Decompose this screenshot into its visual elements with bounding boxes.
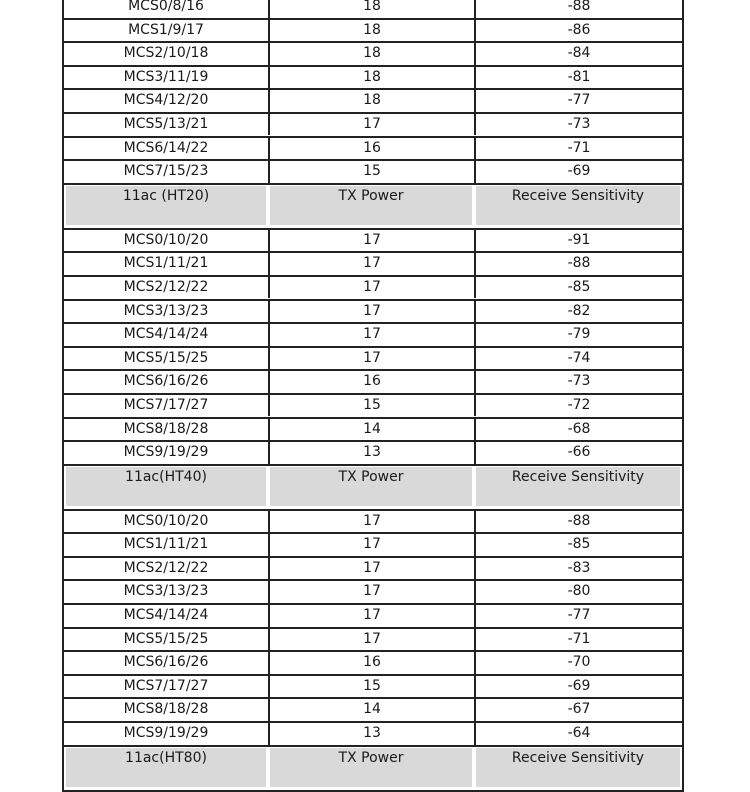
table-row bbox=[62, 0, 684, 20]
mcs-cell: MCS4/14/24 bbox=[64, 605, 270, 627]
mcs-cell: MCS2/10/18 bbox=[64, 43, 270, 65]
receive-sensitivity-header-cell: Receive Sensitivity bbox=[476, 467, 680, 506]
mcs-cell: MCS1/9/17 bbox=[64, 20, 270, 42]
mcs-cell: MCS1/11/21 bbox=[64, 534, 270, 556]
table-row bbox=[62, 90, 684, 114]
receive-sensitivity-cell: -84 bbox=[567, 45, 591, 62]
mcs-cell: MCS5/15/25 bbox=[64, 348, 270, 370]
receive-sensitivity-cell: -66 bbox=[567, 444, 591, 461]
table-row bbox=[62, 277, 684, 301]
mcs-cell: MCS6/16/26 bbox=[64, 371, 270, 393]
receive-sensitivity-cell: -85 bbox=[567, 536, 591, 553]
tx-power-cell: 17 bbox=[270, 534, 476, 556]
receive-sensitivity-cell: -80 bbox=[567, 583, 591, 600]
tx-power-cell: 16 bbox=[270, 652, 476, 674]
receive-sensitivity-cell: -72 bbox=[567, 396, 591, 413]
mcs-cell: MCS6/14/22 bbox=[64, 138, 270, 160]
table-row bbox=[62, 161, 684, 185]
tx-power-cell: 18 bbox=[270, 90, 476, 112]
tx-power-cell: 17 bbox=[270, 230, 476, 252]
receive-sensitivity-cell: -83 bbox=[567, 559, 591, 576]
receive-sensitivity-cell: -69 bbox=[567, 677, 591, 694]
receive-sensitivity-cell: -86 bbox=[567, 21, 591, 38]
table-row bbox=[62, 348, 684, 372]
table-row bbox=[62, 20, 684, 44]
receive-sensitivity-cell: -68 bbox=[567, 420, 591, 437]
section-header-row bbox=[62, 747, 684, 792]
receive-sensitivity-cell: -67 bbox=[567, 701, 591, 718]
table-row bbox=[62, 699, 684, 723]
section-header-row bbox=[62, 185, 684, 230]
tx-power-cell: 17 bbox=[270, 301, 476, 323]
tx-power-cell: 17 bbox=[270, 277, 476, 299]
tx-power-cell: 13 bbox=[270, 723, 476, 745]
mcs-cell: MCS4/14/24 bbox=[64, 324, 270, 346]
table-row bbox=[62, 43, 684, 67]
mcs-cell: MCS8/18/28 bbox=[64, 699, 270, 721]
table-row bbox=[62, 442, 684, 466]
tx-power-cell: 18 bbox=[270, 43, 476, 65]
table-row bbox=[62, 253, 684, 277]
table-row bbox=[62, 371, 684, 395]
mode-header-cell: 11ac (HT20) bbox=[66, 186, 266, 225]
table-row bbox=[62, 114, 684, 138]
tx-power-cell: 15 bbox=[270, 395, 476, 417]
receive-sensitivity-cell: -71 bbox=[567, 630, 591, 647]
mcs-cell: MCS6/16/26 bbox=[64, 652, 270, 674]
tx-power-cell: 17 bbox=[270, 348, 476, 370]
mcs-cell: MCS5/15/25 bbox=[64, 629, 270, 651]
receive-sensitivity-cell: -81 bbox=[567, 68, 591, 85]
tx-power-cell: 13 bbox=[270, 442, 476, 464]
mcs-cell: MCS7/17/27 bbox=[64, 395, 270, 417]
receive-sensitivity-cell: -91 bbox=[567, 231, 591, 248]
receive-sensitivity-cell: -70 bbox=[567, 654, 591, 671]
table-row bbox=[62, 395, 684, 419]
mcs-cell: MCS3/13/23 bbox=[64, 581, 270, 603]
tx-power-cell: 17 bbox=[270, 324, 476, 346]
section-header-row bbox=[62, 466, 684, 511]
tx-power-cell: 15 bbox=[270, 161, 476, 183]
tx-power-header-cell: TX Power bbox=[270, 467, 472, 506]
mcs-cell: MCS7/17/27 bbox=[64, 676, 270, 698]
table-row bbox=[62, 605, 684, 629]
mcs-cell: MCS3/11/19 bbox=[64, 67, 270, 89]
receive-sensitivity-header-cell: Receive Sensitivity bbox=[476, 748, 680, 787]
tx-power-cell: 14 bbox=[270, 419, 476, 441]
receive-sensitivity-cell: -69 bbox=[567, 163, 591, 180]
receive-sensitivity-header-cell: Receive Sensitivity bbox=[476, 186, 680, 225]
tx-power-cell: 17 bbox=[270, 558, 476, 580]
mcs-cell: MCS4/12/20 bbox=[64, 90, 270, 112]
receive-sensitivity-cell: -77 bbox=[567, 92, 591, 109]
receive-sensitivity-cell: -73 bbox=[567, 373, 591, 390]
spec-table bbox=[62, 0, 684, 792]
tx-power-cell: 18 bbox=[270, 20, 476, 42]
table-row bbox=[62, 652, 684, 676]
mcs-cell: MCS0/10/20 bbox=[64, 230, 270, 252]
table-row bbox=[62, 676, 684, 700]
table-row bbox=[62, 324, 684, 348]
receive-sensitivity-cell: -88 bbox=[567, 0, 591, 14]
table-row bbox=[62, 581, 684, 605]
table-row bbox=[62, 558, 684, 582]
mcs-cell: MCS3/13/23 bbox=[64, 301, 270, 323]
receive-sensitivity-cell: -79 bbox=[567, 326, 591, 343]
mcs-cell: MCS1/11/21 bbox=[64, 253, 270, 275]
tx-power-cell: 18 bbox=[270, 67, 476, 89]
mcs-cell: MCS0/8/16 bbox=[64, 0, 270, 18]
table-row bbox=[62, 301, 684, 325]
receive-sensitivity-cell: -64 bbox=[567, 725, 591, 742]
table-row bbox=[62, 230, 684, 254]
mode-header-cell: 11ac(HT80) bbox=[66, 748, 266, 787]
receive-sensitivity-cell: -82 bbox=[567, 302, 591, 319]
tx-power-cell: 16 bbox=[270, 371, 476, 393]
mcs-cell: MCS7/15/23 bbox=[64, 161, 270, 183]
receive-sensitivity-cell: -71 bbox=[567, 139, 591, 156]
mcs-cell: MCS2/12/22 bbox=[64, 558, 270, 580]
tx-power-header-cell: TX Power bbox=[270, 186, 472, 225]
table-row bbox=[62, 511, 684, 535]
table-row bbox=[62, 67, 684, 91]
table-row bbox=[62, 138, 684, 162]
tx-power-cell: 17 bbox=[270, 629, 476, 651]
receive-sensitivity-cell: -88 bbox=[567, 255, 591, 272]
receive-sensitivity-cell: -73 bbox=[567, 115, 591, 132]
mcs-cell: MCS5/13/21 bbox=[64, 114, 270, 136]
tx-power-header-cell: TX Power bbox=[270, 748, 472, 787]
table-row bbox=[62, 629, 684, 653]
tx-power-cell: 17 bbox=[270, 581, 476, 603]
mcs-cell: MCS0/10/20 bbox=[64, 511, 270, 533]
table-row bbox=[62, 723, 684, 747]
table-row bbox=[62, 534, 684, 558]
tx-power-cell: 15 bbox=[270, 676, 476, 698]
receive-sensitivity-cell: -74 bbox=[567, 349, 591, 366]
tx-power-cell: 17 bbox=[270, 253, 476, 275]
mode-header-cell: 11ac(HT40) bbox=[66, 467, 266, 506]
tx-power-cell: 17 bbox=[270, 511, 476, 533]
tx-power-cell: 16 bbox=[270, 138, 476, 160]
mcs-cell: MCS9/19/29 bbox=[64, 442, 270, 464]
tx-power-cell: 17 bbox=[270, 114, 476, 136]
receive-sensitivity-cell: -77 bbox=[567, 607, 591, 624]
table-row bbox=[62, 419, 684, 443]
receive-sensitivity-cell: -88 bbox=[567, 512, 591, 529]
mcs-cell: MCS2/12/22 bbox=[64, 277, 270, 299]
mcs-cell: MCS8/18/28 bbox=[64, 419, 270, 441]
tx-power-cell: 17 bbox=[270, 605, 476, 627]
receive-sensitivity-cell: -85 bbox=[567, 278, 591, 295]
mcs-cell: MCS9/19/29 bbox=[64, 723, 270, 745]
tx-power-cell: 18 bbox=[270, 0, 476, 18]
tx-power-cell: 14 bbox=[270, 699, 476, 721]
